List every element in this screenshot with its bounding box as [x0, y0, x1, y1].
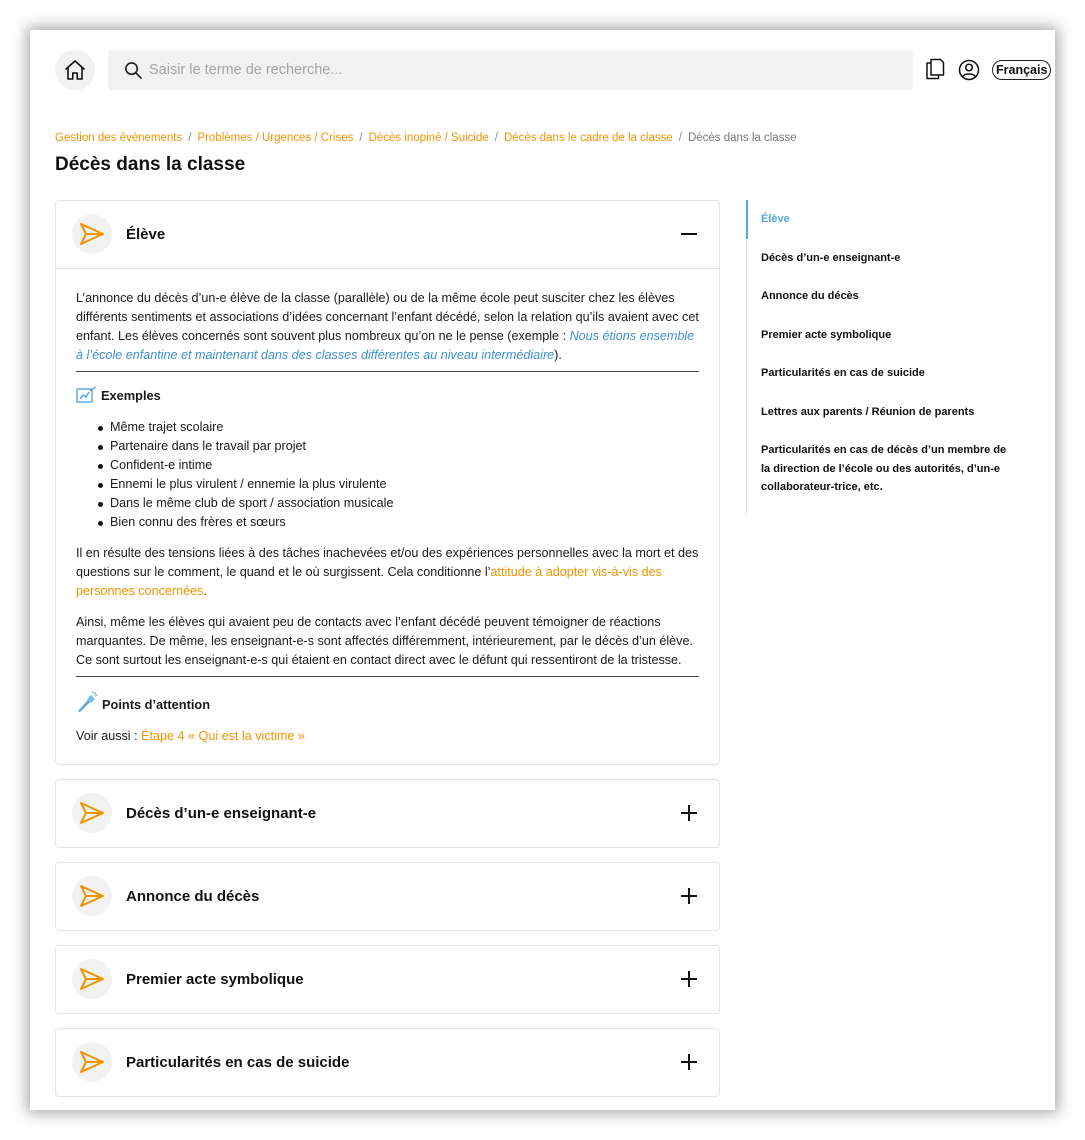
attention-title: Points d’attention [102, 697, 211, 712]
list-item: Même trajet scolaire [98, 418, 699, 437]
accordion-item-annonce[interactable] [55, 862, 720, 931]
page-title: Décès dans la classe [55, 154, 246, 175]
accordion-header[interactable] [56, 863, 719, 930]
intro-text: L’annonce du décès d’un-e élève de la classe (parallèle) ou de la même école peut susciter chez les élèves différents sentiments et associations d’idées concernant l’enfant décédé, selon la relation qu’ils avaient avec cet enfant. Les élèves concernés sont souvent plus nombreux qu’on ne le pense (exemple : [76, 291, 699, 343]
accordion-item-suicide[interactable] [55, 1028, 720, 1097]
attitude-link[interactable]: attitude à adopter vis-à-vis des personnes concernées [76, 565, 662, 598]
table-of-contents [746, 200, 1016, 515]
list-item: Dans le même club de sport / association musicale [98, 494, 699, 513]
breadcrumb-link[interactable]: Décès inopiné / Suicide [368, 132, 489, 144]
toc-item-eleve[interactable]: Élève [746, 200, 1016, 239]
accordion-title: Élève [126, 226, 166, 243]
paragraph-tensions [76, 544, 699, 601]
intro-paragraph [76, 289, 699, 365]
plus-icon[interactable] [681, 971, 697, 987]
breadcrumb [55, 132, 797, 144]
toc-item-enseignant[interactable]: Décès d’un-e enseignant-e [761, 251, 901, 264]
toc-item-lettres-parents[interactable]: Lettres aux parents / Réunion de parents [761, 405, 975, 418]
breadcrumb-separator: / [494, 132, 498, 144]
intro-example-link[interactable]: Nous étions ensemble à l’école enfantine et maintenant dans des classes différentes au niveau intermédiaire [76, 329, 695, 362]
divider [76, 676, 699, 677]
search-bar[interactable] [108, 50, 913, 90]
accordion-item-premier-acte[interactable] [55, 945, 720, 1014]
user-icon [958, 59, 980, 81]
divider [76, 371, 699, 372]
breadcrumb-link[interactable]: Gestion des événements [55, 132, 183, 144]
accordion-header[interactable] [56, 946, 719, 1013]
see-also-link[interactable]: Étape 4 « Qui est la victime » [141, 729, 305, 743]
breadcrumb-link[interactable]: Décès dans le cadre de la classe [503, 132, 673, 144]
intro-end: ). [554, 348, 562, 362]
list-item: Bien connu des frères et sœurs [98, 513, 699, 532]
breadcrumb-link[interactable]: Problèmes / Urgences / Crises [197, 132, 354, 144]
accordion-header[interactable] [56, 1029, 719, 1096]
accordion-title: Annonce du décès [126, 888, 260, 905]
toc-item-suicide[interactable]: Particularités en cas de suicide [761, 367, 925, 379]
see-also-label: Voir aussi : [76, 729, 142, 743]
accordion-header[interactable] [56, 780, 719, 847]
plus-icon[interactable] [681, 805, 697, 821]
chart-document-icon [76, 386, 97, 404]
plus-icon[interactable] [681, 888, 697, 904]
copy-icon [925, 58, 945, 80]
send-arrow-icon [72, 214, 112, 254]
send-arrow-icon [72, 876, 112, 916]
header [30, 30, 1055, 110]
plus-icon[interactable] [681, 1054, 697, 1070]
accordion-title: Particularités en cas de suicide [126, 1054, 350, 1071]
list-item: Ennemi le plus virulent / ennemie la plus virulente [98, 475, 699, 494]
attention-heading [76, 691, 699, 713]
breadcrumb-separator: / [678, 132, 682, 144]
paragraph-reactions: Ainsi, même les élèves qui avaient peu de contacts avec l’enfant décédé peuvent témoigner de réactions marquantes. De même, les enseignant-e-s sont affectés différemment, intérieurement, par le décès d’un élève. Ce sont surtout les enseignant-e-s qui étaient en contact direct avec le défunt qui ressentiront de la tristesse. [76, 615, 693, 667]
list-item: Partenaire dans le travail par projet [98, 437, 699, 456]
toc-item-direction[interactable]: Particularités en cas de décès d’un membre de la direction de l’école ou des autorités, d’un-e collaborateur-trice, etc. [761, 444, 1007, 493]
examples-heading [76, 386, 699, 404]
language-selector[interactable]: Français [992, 60, 1051, 80]
accordion-header[interactable] [56, 201, 719, 268]
accordion-item-eleve [55, 200, 720, 765]
breadcrumb-separator: / [359, 132, 363, 144]
send-arrow-icon [72, 959, 112, 999]
toc-item-annonce[interactable]: Annonce du décès [761, 290, 859, 302]
accordion-title: Premier acte symbolique [126, 971, 304, 988]
accordion-item-enseignant[interactable] [55, 779, 720, 848]
see-also [76, 727, 699, 746]
minus-icon[interactable] [681, 226, 697, 242]
examples-title: Exemples [101, 388, 161, 403]
home-button[interactable] [55, 50, 95, 90]
home-icon [63, 58, 87, 82]
send-arrow-icon [72, 793, 112, 833]
accordion-title: Décès d’un-e enseignant-e [126, 805, 317, 822]
toc-item-premier-acte[interactable]: Premier acte symbolique [761, 328, 892, 341]
breadcrumb-current: Décès dans la classe [687, 132, 797, 144]
paragraph-end: . [203, 584, 207, 598]
search-input[interactable] [149, 62, 849, 78]
copy-button[interactable] [925, 58, 945, 80]
accordion-body [56, 268, 719, 764]
examples-list [98, 418, 699, 532]
user-account-button[interactable] [958, 59, 980, 81]
page-frame [30, 30, 1055, 1110]
list-item: Confident-e intime [98, 456, 699, 475]
search-icon [124, 61, 143, 80]
flashlight-icon [76, 691, 98, 713]
paragraph-text: Il en résulte des tensions liées à des tâches inachevées et/ou des expériences personnelles avec la mort et des questions sur le comment, le quand et le où surgissent. Cela conditionne l’ [76, 546, 699, 579]
send-arrow-icon [72, 1042, 112, 1082]
accordion [55, 200, 720, 1097]
breadcrumb-separator: / [188, 132, 192, 144]
